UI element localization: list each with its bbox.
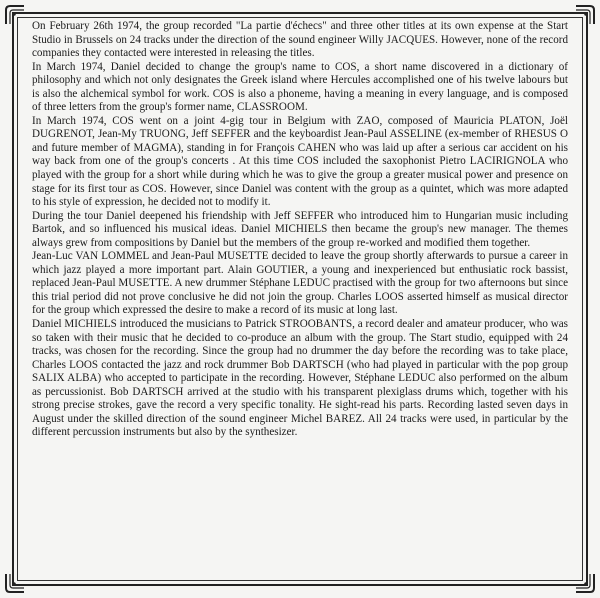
paragraph-name-change-cos: In March 1974, Daniel decided to change the group's name to COS, a short name discovered in a dictionary of philosophy and which not only designates the Greek island where Hercules accomplished one of his twelve labours but is also the alchemical symbol for work. COS is also a phoneme, having a meaning in every language, and is composed of three letters from the group's former name, CLASSROOM. [32,60,568,114]
corner-ornament-bottom-left [4,572,26,594]
corner-ornament-top-left [4,4,26,26]
corner-ornament-top-right [574,4,596,26]
paragraph-recording-la-partie: On February 26th 1974, the group recorded "La partie d'échecs" and three other titles at its own expense at the Start Studio in Brussels on 24 tracks under the direction of the sound engineer Willy JACQUES. However, none of the record companies they contacted were interested in releasing the titles. [32,20,568,60]
corner-ornament-bottom-right [574,572,596,594]
paragraph-tour-with-zao: In March 1974, COS went on a joint 4-gig tour in Belgium with ZAO, composed of Mauricia PLATON, Joël DUGRENOT, Jean-My TRUONG, Jeff SEFFER and the keyboardist Jean-Paul ASSELINE (ex-member of RHESUS O and future member of MAGMA), standing in for François CAHEN who was laid up after a serious car accident on his way back from one of the group's concerts . At this time COS included the saxophonist Pietro LACIRIGNOLA who played with the group for a short while during which he was to give the group a greater musical power and presence on stage for its first tour as COS. However, since Daniel was content with the group as a quintet, which was more adapted to his style of expression, he decided not to modify it. [32,114,568,209]
paragraph-lineup-changes: Jean-Luc VAN LOMMEL and Jean-Paul MUSETTE decided to leave the group shortly afterwards to pursue a career in which jazz played a more important part. Alain GOUTIER, a young and inexperienced but enthusiatic rock bassist, replaced Jean-Paul MUSETTE. A new drummer Stéphane LEDUC practised with the group for two afternoons but since this trial period did not prove conclusive he did not join the group. Charles LOOS asserted himself as musical director for the group which expressed the desire to make a record of its music at long last. [32,250,568,317]
paragraph-album-recording: Daniel MICHIELS introduced the musicians to Patrick STROOBANTS, a record dealer and amateur producer, who was so taken with their music that he decided to co-produce an album with the group. The Start studio, equipped with 24 tracks, was chosen for the recording. Since the group had no drummer the day before the recording was to take place, Charles LOOS contacted the jazz and rock drummer Bob DARTSCH (who had played in particular with the pop group SALIX ALBA) who accepted to participate in the recording. However, Stéphane LEDUC also performed on the album as percussionist. Bob DARTSCH arrived at the studio with his transparent plexiglass drums which, together with his strong precise strokes, gave the record a very specific tonality. He sight-read his parts. Recording lasted seven days in August under the skilled direction of the sound engineer Michel BAREZ. All 24 tracks were used, in particular by the different percussion instruments but also by the synthesizer. [32,318,568,439]
body-text [32,20,568,440]
paragraph-friendship-seffer: During the tour Daniel deepened his friendship with Jeff SEFFER who introduced him to Hungarian music including Bartok, and so influenced his musical ideas. Daniel MICHIELS then became the group's new manager. The themes always grew from compositions by Daniel but the members of the group re-worked and modified them together. [32,209,568,249]
